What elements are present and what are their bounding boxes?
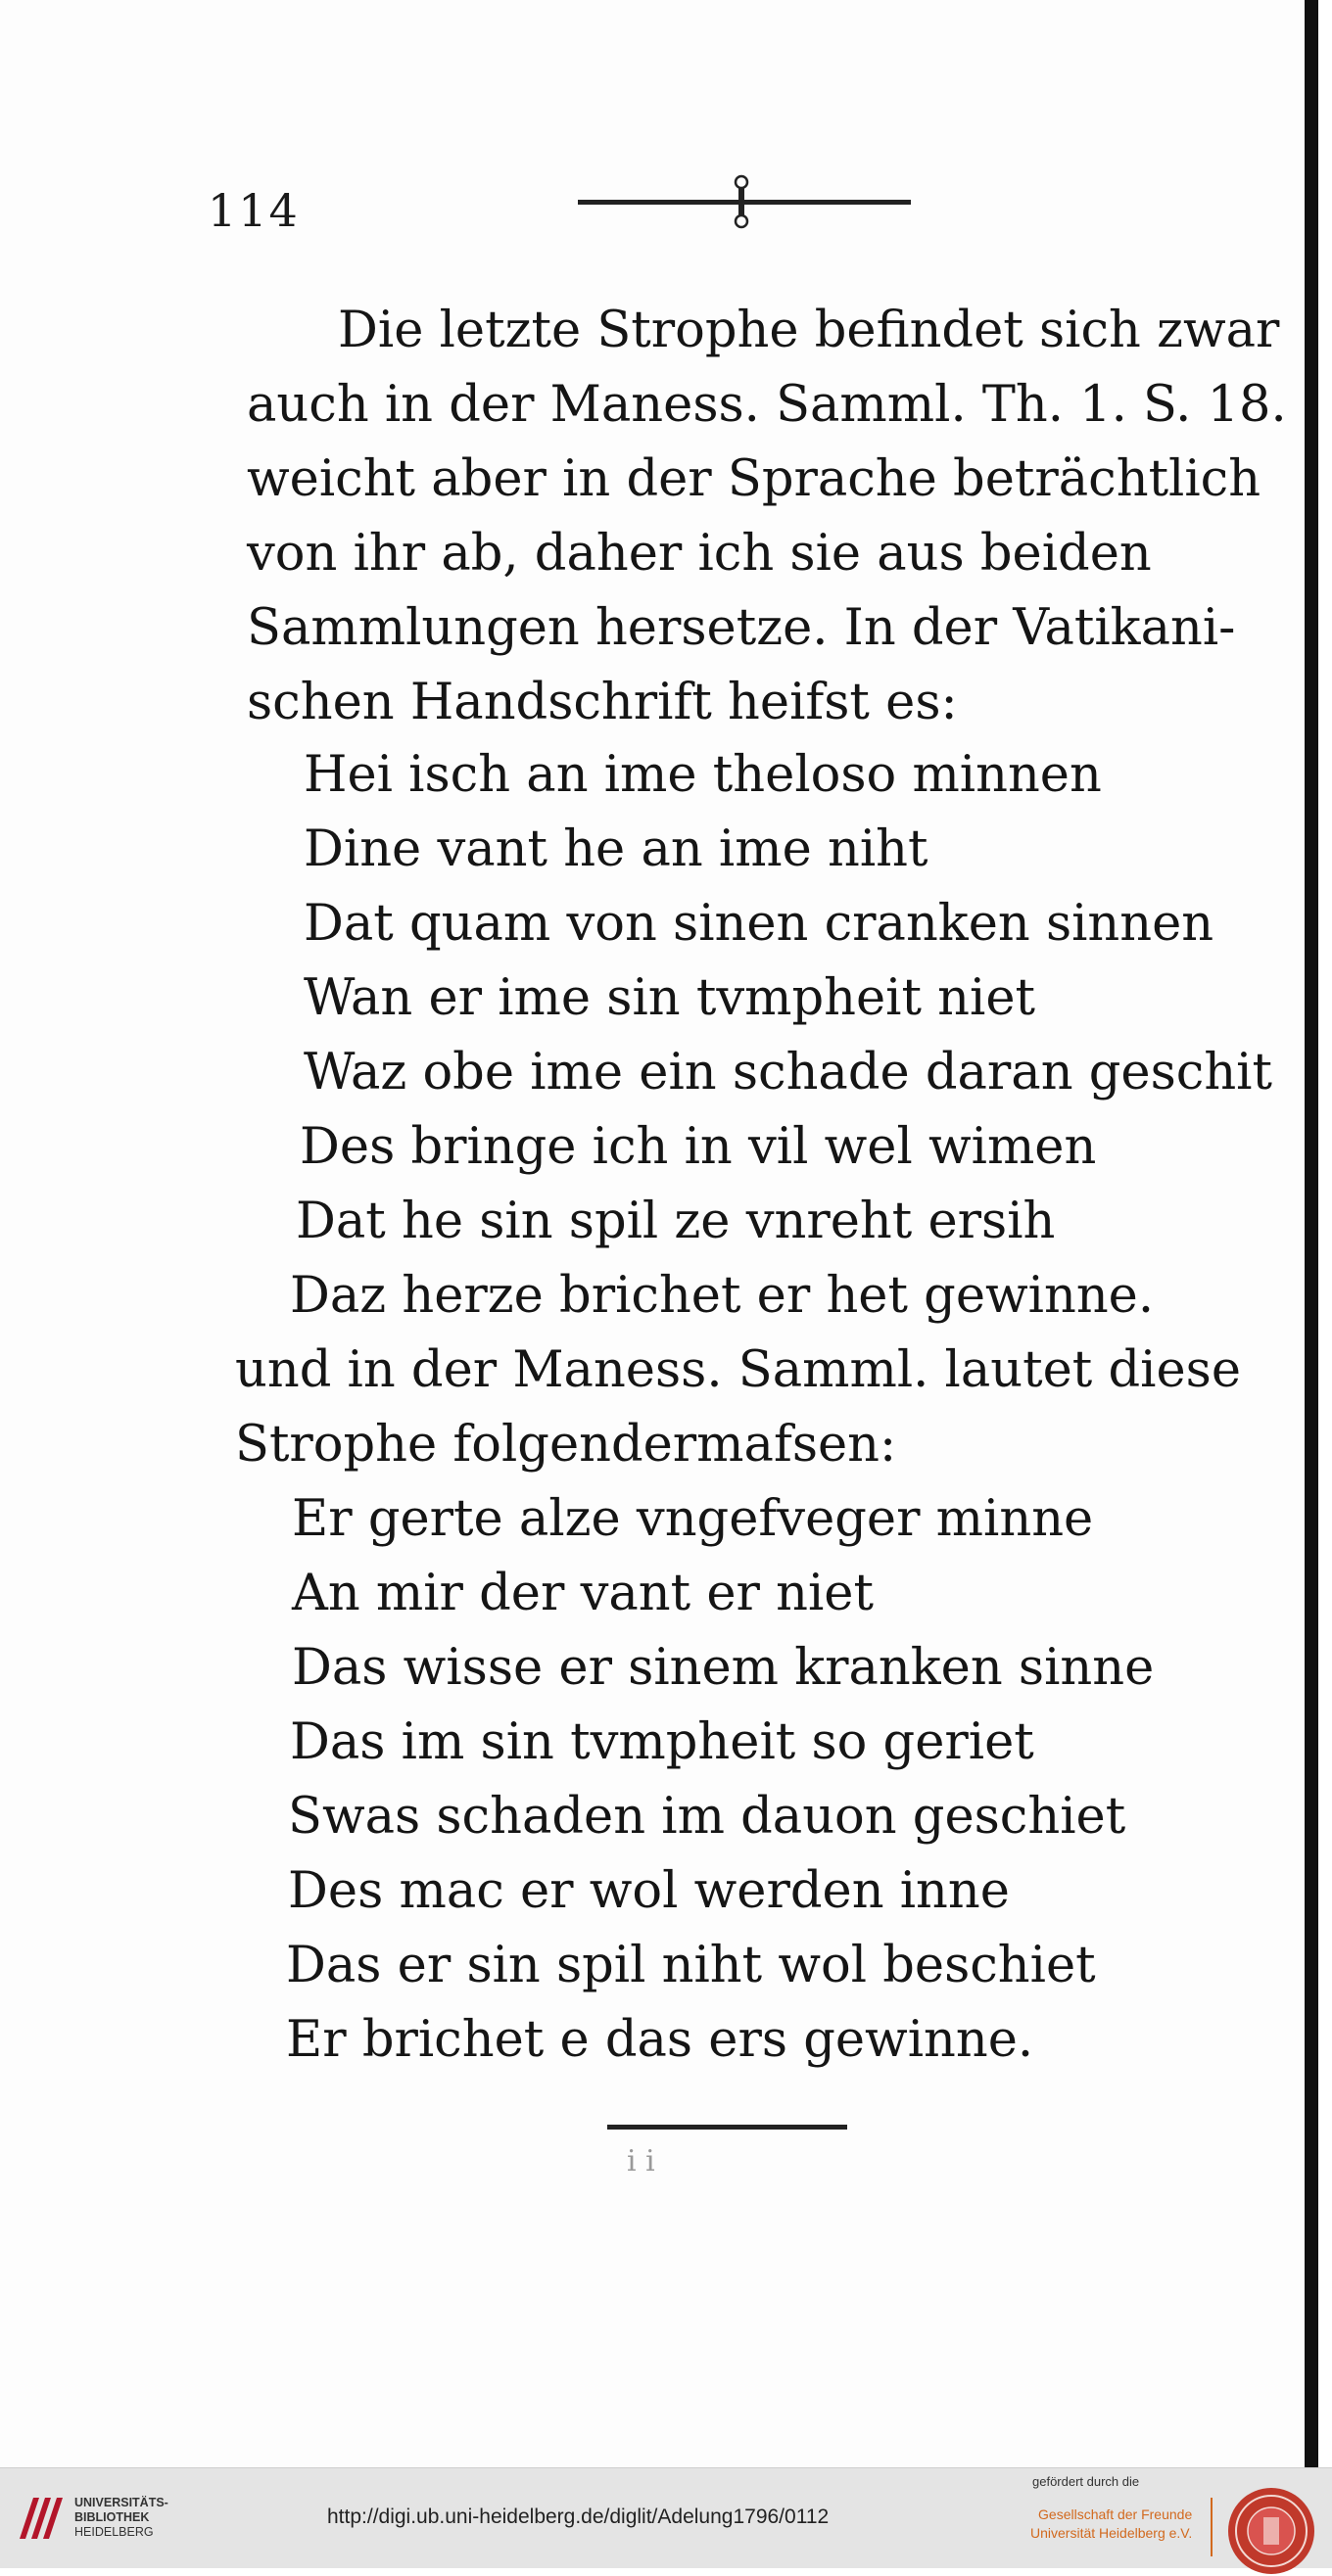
society-name[interactable] [1030,2506,1192,2543]
verse-line: Das er sin spil niht wol beschiet [286,1937,1096,1994]
verse-line: Das im sin tvmpheit so geriet [290,1713,1034,1771]
verse-line: Dat he sin spil ze vnreht ersih [296,1193,1056,1250]
library-name-line2: BIBLIOTHEK [74,2510,150,2524]
page-number: 114 [208,184,300,237]
verse-line: Dine vant he an ime niht [304,820,928,878]
paragraph-line: weicht aber in der Sprache beträchtlich [247,450,1261,508]
library-name [74,2496,192,2540]
verse-line: An mir der vant er niet [292,1565,874,1622]
funded-by-label: gefördert durch die [1032,2474,1140,2489]
university-seal-icon [1226,2486,1316,2576]
verse-line: Des bringe ich in vil wel wimen [300,1118,1097,1176]
verse-line: Er gerte alze vngefveger minne [292,1490,1094,1548]
footer-rule [607,2125,847,2130]
society-name-line1: Gesellschaft der Freunde [1038,2506,1193,2522]
footer-bar [0,2467,1332,2568]
paragraph-line: Sammlungen hersetze. In der Vatikani- [247,599,1236,657]
paragraph-line: schen Handschrift heifst es: [247,674,958,731]
paragraph-line: auch in der Maness. Samml. Th. 1. S. 18. [247,376,1287,434]
paragraph-line: Strophe folgendermafsen: [235,1416,897,1474]
library-name-line1: UNIVERSITÄTS- [74,2496,168,2509]
signature-mark: i i [627,2144,655,2178]
verse-line: Waz obe ime ein schade daran geschit [304,1044,1272,1101]
verse-line: Hei isch an ime theloso minnen [304,746,1102,804]
library-name-line3: HEIDELBERG [74,2525,154,2539]
verse-line: Daz herze brichet er het gewinne. [290,1267,1155,1325]
paragraph-line: und in der Maness. Samml. lautet diese [235,1341,1241,1399]
verse-line: Er brichet e das ers gewinne. [286,2011,1034,2069]
society-divider [1211,2498,1213,2556]
library-logo-icon[interactable] [14,2492,67,2545]
verse-line: Des mac er wol werden inne [288,1862,1010,1920]
paragraph-line: Die letzte Strophe befindet sich zwar [338,302,1280,359]
society-name-line2: Universität Heidelberg e.V. [1030,2525,1193,2541]
verse-line: Wan er ime sin tvmpheit niet [304,969,1036,1027]
verse-line: Swas schaden im dauon geschiet [288,1788,1126,1846]
verse-line: Das wisse er sinem kranken sinne [292,1639,1155,1697]
paragraph-line: von ihr ab, daher ich sie aus beiden [247,525,1152,583]
verse-line: Dat quam von sinen cranken sinnen [304,895,1214,953]
permalink-url[interactable]: http://digi.ub.uni-heidelberg.de/diglit/Adelung1796/0112 [327,2506,830,2528]
